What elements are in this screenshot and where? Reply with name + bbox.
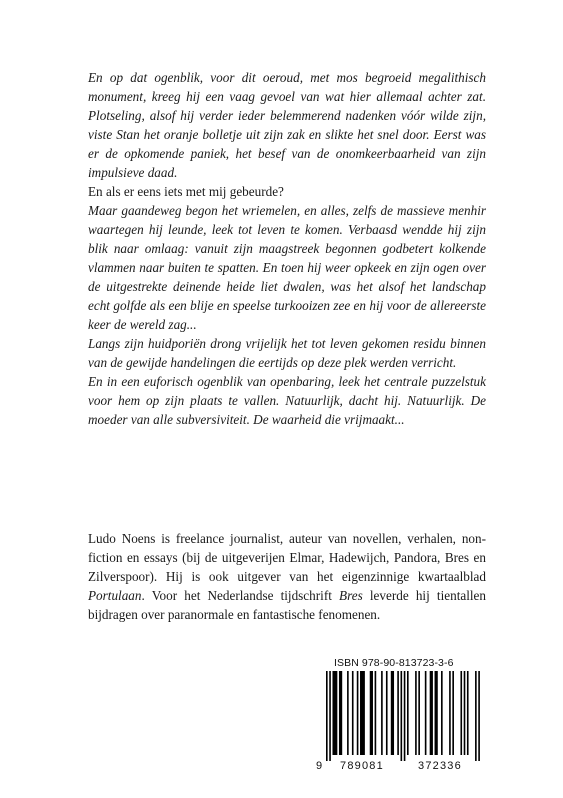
barcode-bar bbox=[435, 671, 438, 755]
barcode-bar bbox=[407, 671, 409, 755]
barcode-right-group: 372336 bbox=[418, 760, 462, 772]
bio-part-2: . Voor het Nederlandse tijdschrift bbox=[141, 588, 340, 603]
barcode-bar bbox=[391, 671, 394, 755]
barcode-bar bbox=[352, 671, 354, 755]
barcode-bar bbox=[357, 671, 359, 755]
barcode-bar bbox=[425, 671, 427, 755]
barcode-guard-bar bbox=[404, 671, 406, 761]
excerpt-paragraph-4: Langs zijn huidporiën drong vrijelijk het tot leven gekomen residu binnen van de gewijde handelingen die eertijds op deze plek werden verricht. bbox=[88, 336, 486, 370]
barcode-guard-bar bbox=[326, 671, 328, 761]
barcode-bar bbox=[397, 671, 399, 755]
barcode-bar bbox=[360, 671, 365, 755]
barcode-guard-bar bbox=[401, 671, 403, 761]
excerpt-paragraph-3: Maar gaandeweg begon het wriemelen, en alles, zelfs de massieve menhir waartegen hij leunde, leek tot leven te komen. Verbaasd wendde hij zijn blik naar omlaag: vanuit zijn maagstreek begonnen godbetert kolkende vlammen naar buiten te spatten. En toen hij weer opkeek en zijn ogen over de uitgestrekte deinende heide liet dwalen, was het alsof het landschap echt golfde als een blije en speelse turkooizen zee en hij voor de allereerste keer de wereld zag... bbox=[88, 203, 486, 332]
barcode-bar bbox=[347, 671, 349, 755]
barcode-bar bbox=[418, 671, 420, 755]
excerpt-paragraph-2: En als er eens iets met mij gebeurde? bbox=[88, 184, 284, 199]
barcode-bar bbox=[449, 671, 451, 755]
barcode-bar bbox=[415, 671, 417, 755]
barcode-bar bbox=[464, 671, 466, 755]
author-bio bbox=[88, 529, 486, 624]
excerpt-paragraph-1: En op dat ogenblik, voor dit oeroud, met mos begroeid megalithisch monument, kreeg hij een vaag gevoel van wat hier allemaal achter zat. Plotseling, alsof hij verder ieder belemmerend nadenken vóór wilde zijn, viste Stan het oranje bolletje uit zijn zak en slikte het snel door. Eerst was er de opkomende paniek, het besef van de onomkeerbaarheid van zijn impulsieve daad. bbox=[88, 70, 486, 180]
barcode-bar bbox=[467, 671, 469, 755]
barcode-bar bbox=[339, 671, 342, 755]
isbn-barcode bbox=[312, 671, 492, 773]
bio-part-3: leverde hij tientallen bijdragen over paranormale en fantastische fenomenen. bbox=[88, 588, 486, 622]
barcode-guard-bar bbox=[478, 671, 480, 761]
bio-journal-title: Bres bbox=[339, 588, 363, 603]
isbn-label: ISBN 978-90-813723-3-6 bbox=[334, 657, 454, 669]
barcode-guard-bar bbox=[329, 671, 331, 761]
back-cover-excerpt bbox=[88, 68, 486, 429]
barcode-guard-bar bbox=[475, 671, 477, 761]
bio-part-1: Ludo Noens is freelance journalist, auteur van novellen, verhalen, non-fiction en essays (bij de uitgeverijen Elmar, Hadewijch, Pandora, Bres en Zilverspoor). Hij is ook uitgever van het eigenzinnige kwartaalblad bbox=[88, 531, 486, 584]
barcode-first-digit: 9 bbox=[316, 760, 323, 772]
barcode-bar bbox=[381, 671, 383, 755]
barcode-left-group: 789081 bbox=[340, 760, 384, 772]
excerpt-paragraph-5: En in een euforisch ogenblik van openbaring, leek het centrale puzzelstuk voor hem op zijn plaats te vallen. Natuurlijk, dacht hij. Natuurlijk. De moeder van alle subversiviteit. De waarheid die vrijmaakt... bbox=[88, 374, 486, 427]
bio-magazine-title: Portulaan bbox=[88, 588, 142, 603]
barcode-bar bbox=[386, 671, 388, 755]
barcode-bar bbox=[332, 671, 337, 755]
author-bio-text bbox=[88, 529, 486, 624]
barcode-bar bbox=[370, 671, 373, 755]
barcode-bar bbox=[460, 671, 462, 755]
barcode-bar bbox=[375, 671, 377, 755]
barcode-bar bbox=[452, 671, 454, 755]
barcode-bar bbox=[441, 671, 443, 755]
barcode-graphic bbox=[312, 671, 492, 761]
barcode-bar bbox=[430, 671, 433, 755]
